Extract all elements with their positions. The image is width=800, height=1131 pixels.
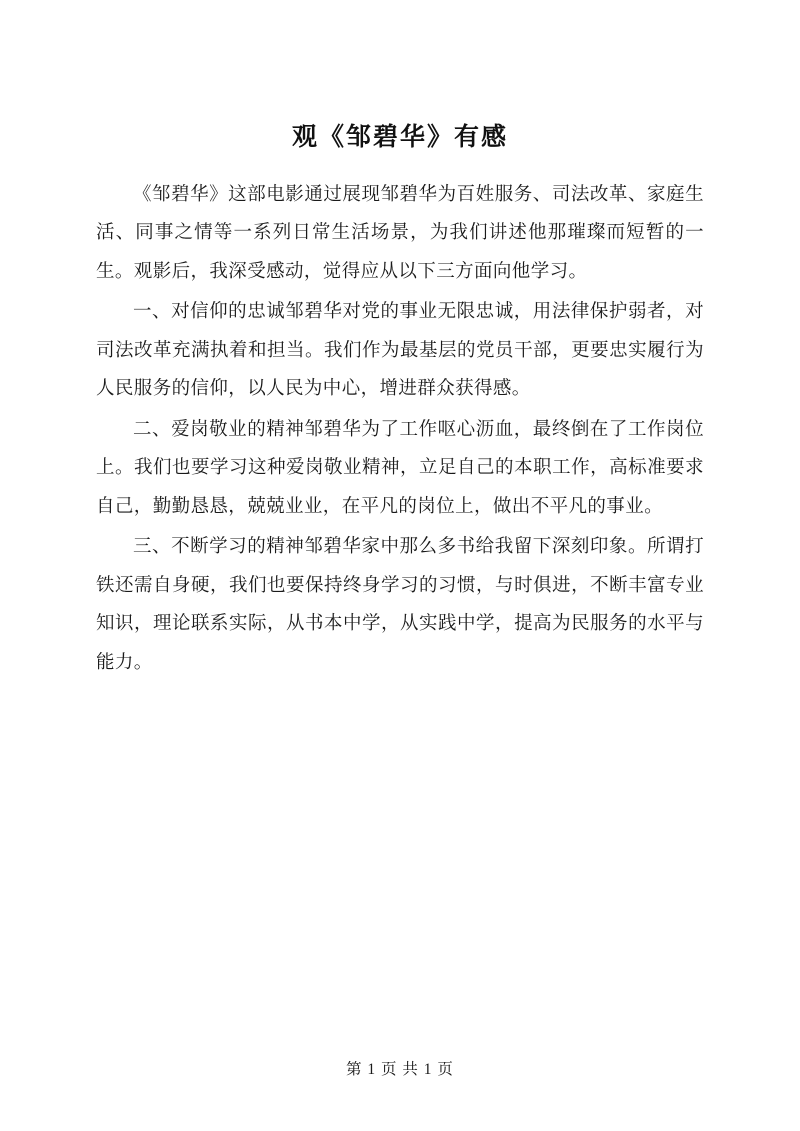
page-footer: 第 1 页 共 1 页 [346,1061,454,1078]
paragraph: 一、对信仰的忠诚邹碧华对党的事业无限忠诚，用法律保护弱者，对司法改革充满执着和担当。我们作为最基层的党员干部，更要忠实履行为人民服务的信仰，以人民为中心，增进群众获得感。 [96,302,704,400]
paragraph: 《邹碧华》这部电影通过展现邹碧华为百姓服务、司法改革、家庭生活、同事之情等一系列日常生活场景，为我们讲述他那璀璨而短暂的一生。观影后，我深受感动，觉得应从以下三方面向他学习。 [96,185,704,282]
paragraph: 三、不断学习的精神邹碧华家中那么多书给我留下深刻印象。所谓打铁还需自身硬，我们也要保持终身学习的习惯，与时俱进，不断丰富专业知识，理论联系实际，从书本中学，从实践中学，提高为民服务的水平与能力。 [96,537,704,673]
document-body [96,176,704,682]
page-title: 观《邹碧华》有感 [291,124,508,151]
paragraph: 二、爱岗敬业的精神邹碧华为了工作呕心沥血，最终倒在了工作岗位上。我们也要学习这种爱岗敬业精神，立足自己的本职工作，高标准要求自己，勤勤恳恳，兢兢业业，在平凡的岗位上，做出不平凡的事业。 [96,419,704,517]
